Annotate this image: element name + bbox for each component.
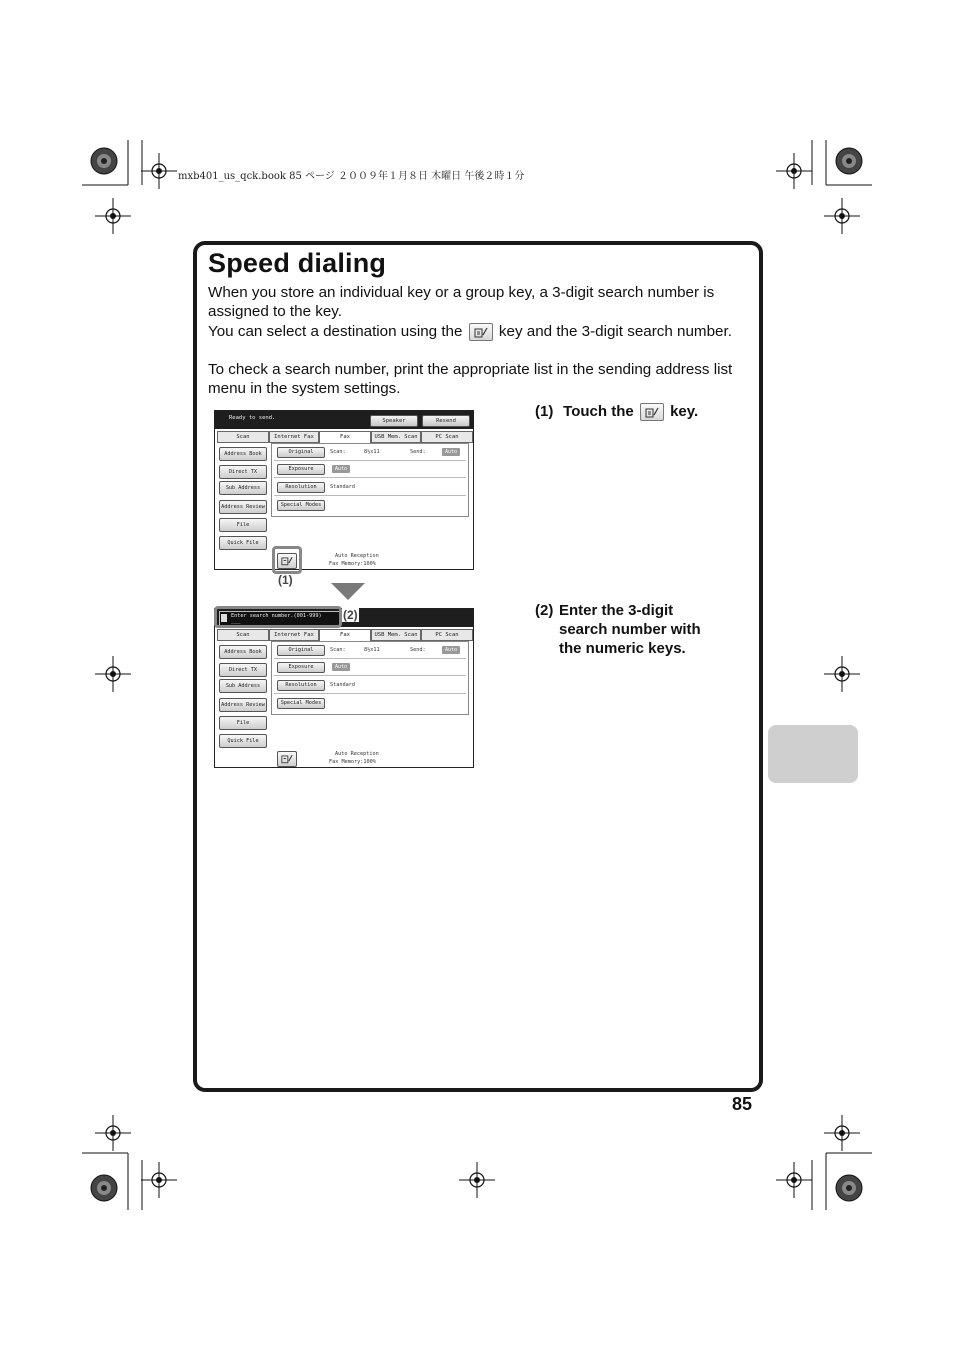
tab-scan[interactable]: Scan (217, 629, 269, 641)
step-1 (535, 402, 698, 421)
step-1-number: (1) (535, 403, 554, 420)
tab-fax[interactable]: Fax (319, 431, 371, 443)
step-1-text-before: Touch the (563, 403, 634, 420)
quick-file-button[interactable]: Quick File (219, 536, 267, 550)
fax-screen-1 (214, 410, 474, 570)
status-bar (215, 411, 473, 429)
scan-value: 8½x11 (364, 647, 380, 653)
send-auto-badge: Auto (442, 646, 460, 654)
page-title: Speed dialing (208, 248, 387, 278)
exposure-auto-badge: Auto (332, 465, 350, 473)
check-paragraph: To check a search number, print the appropriate list in the sending address list menu in the system settings. (208, 361, 733, 398)
scan-value: 8½x11 (364, 449, 380, 455)
settings-panel (271, 443, 469, 517)
resolution-value: Standard (330, 484, 355, 490)
callout-1-label: (1) (278, 573, 293, 587)
address-book-button[interactable]: Address Book (219, 447, 267, 461)
callout-2-highlight (214, 606, 342, 628)
page-number: 85 (732, 1094, 753, 1114)
step-2-line-2: search number with (559, 621, 701, 638)
special-modes-row (274, 695, 466, 711)
search-number-key[interactable] (277, 751, 297, 767)
usage-paragraph (208, 322, 748, 341)
step-2-line-1: Enter the 3-digit (559, 602, 674, 619)
special-modes-row (274, 497, 466, 513)
file-button[interactable]: File (219, 518, 267, 532)
address-book-button[interactable]: Address Book (219, 645, 267, 659)
original-button[interactable]: Original (277, 645, 325, 656)
speaker-button[interactable]: Speaker (370, 415, 418, 427)
down-arrow-icon (331, 583, 365, 601)
resolution-row (274, 677, 466, 694)
tab-usb-mem-scan[interactable]: USB Mem. Scan (371, 431, 421, 443)
tab-fax[interactable]: Fax (319, 629, 371, 641)
resolution-row (274, 479, 466, 496)
status-text: Ready to send. (229, 415, 276, 421)
original-button[interactable]: Original (277, 447, 325, 458)
search-key-icon (469, 323, 493, 341)
fax-memory-text: Fax Memory:100% (329, 759, 376, 765)
fax-screen-2 (214, 608, 474, 768)
quick-file-button[interactable]: Quick File (219, 734, 267, 748)
original-row (274, 642, 466, 659)
exposure-row (274, 461, 466, 478)
tab-pc-scan[interactable]: PC Scan (421, 431, 473, 443)
sub-address-button[interactable]: Sub Address (219, 679, 267, 693)
send-label: Send: (410, 647, 426, 653)
sub-address-button[interactable]: Sub Address (219, 481, 267, 495)
tab-scan[interactable]: Scan (217, 431, 269, 443)
mode-tabs (217, 629, 471, 640)
exposure-button[interactable]: Exposure (277, 464, 325, 475)
chapter-tab (768, 725, 858, 783)
tab-internet-fax[interactable]: Internet Fax (269, 431, 319, 443)
send-label: Send: (410, 449, 426, 455)
auto-reception-text: Auto Reception (335, 751, 379, 757)
resend-button[interactable]: Resend (422, 415, 470, 427)
address-review-button[interactable]: Address Review (219, 500, 267, 514)
usage-text-before: You can select a destination using the (208, 323, 463, 340)
step-2-line-3: the numeric keys. (559, 640, 686, 657)
entry-value: ___ (231, 618, 241, 624)
scan-label: Scan: (330, 449, 346, 455)
resolution-value: Standard (330, 682, 355, 688)
settings-panel (271, 641, 469, 715)
callout-1-highlight (272, 546, 302, 574)
tab-pc-scan[interactable]: PC Scan (421, 629, 473, 641)
auto-reception-text: Auto Reception (335, 553, 379, 559)
direct-tx-button[interactable]: Direct TX (219, 663, 267, 677)
step-1-text-after: key. (670, 403, 699, 420)
send-auto-badge: Auto (442, 448, 460, 456)
exposure-button[interactable]: Exposure (277, 662, 325, 673)
fax-memory-text: Fax Memory:100% (329, 561, 376, 567)
direct-tx-button[interactable]: Direct TX (219, 465, 267, 479)
original-row (274, 444, 466, 461)
intro-paragraph: When you store an individual key or a group key, a 3-digit search number is assigned to the key. (208, 284, 715, 321)
special-modes-button[interactable]: Special Modes (277, 500, 325, 511)
resolution-button[interactable]: Resolution (277, 482, 325, 493)
print-header: mxb401_us_qck.book 85 ページ ２００９年１月８日 木曜日 午後２時１分 (178, 171, 525, 182)
scan-label: Scan: (330, 647, 346, 653)
file-button[interactable]: File (219, 716, 267, 730)
address-review-button[interactable]: Address Review (219, 698, 267, 712)
exposure-row (274, 659, 466, 676)
mode-tabs (217, 431, 471, 442)
resolution-button[interactable]: Resolution (277, 680, 325, 691)
search-key-icon (640, 403, 664, 421)
exposure-auto-badge: Auto (332, 663, 350, 671)
step-2-number: (2) (535, 602, 554, 619)
entry-prompt: Enter search number.(001-999) (231, 613, 322, 619)
special-modes-button[interactable]: Special Modes (277, 698, 325, 709)
callout-2-label: (2) (343, 608, 358, 622)
step-2 (535, 601, 701, 658)
tab-usb-mem-scan[interactable]: USB Mem. Scan (371, 629, 421, 641)
usage-text-after: key and the 3-digit search number. (498, 323, 732, 340)
tab-internet-fax[interactable]: Internet Fax (269, 629, 319, 641)
